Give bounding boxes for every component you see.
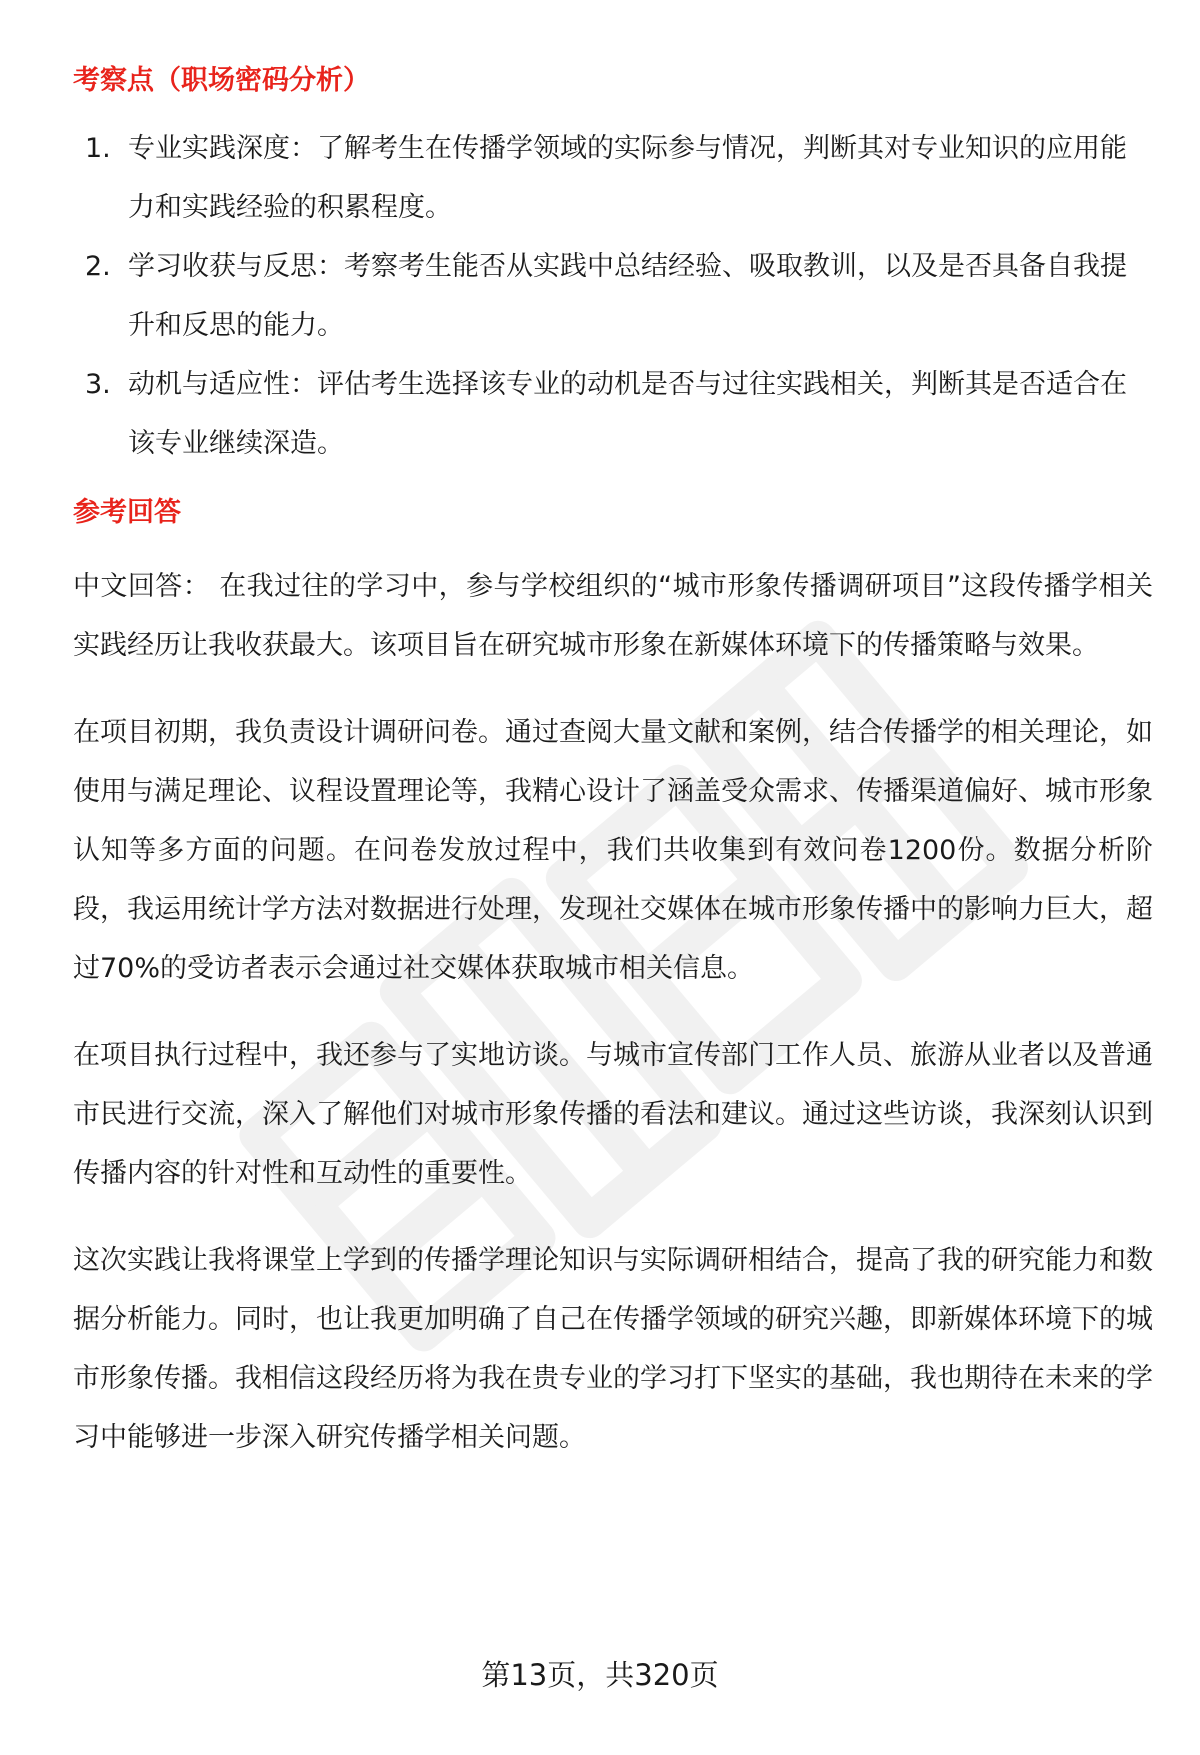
answer-paragraph: 中文回答： 在我过往的学习中，参与学校组织的“城市形象传播调研项目”这段传播学相关实践经历让我收获最大。该项目旨在研究城市形象在新媒体环境下的传播策略与效果。 [73,571,1153,661]
list-number: 2. [85,251,111,282]
list-item-text: 动机与适应性：评估考生选择该专业的动机是否与过往实践相关，判断其是否适合在该专业继续深造。 [128,369,1127,459]
exam-points-list [73,119,1153,473]
list-item [73,355,1153,473]
answer-paragraph: 在项目初期，我负责设计调研问卷。通过查阅大量文献和案例，结合传播学的相关理论，如使用与满足理论、议程设置理论等，我精心设计了涵盖受众需求、传播渠道偏好、城市形象认知等多方面的问题。在问卷发放过程中，我们共收集到有效问卷1200份。数据分析阶段，我运用统计学方法对数据进行处理，发现社交媒体在城市形象传播中的影响力巨大，超过70%的受访者表示会通过社交媒体获取城市相关信息。 [73,717,1153,984]
answer-paragraph: 在项目执行过程中，我还参与了实地访谈。与城市宣传部门工作人员、旅游从业者以及普通市民进行交流，深入了解他们对城市形象传播的看法和建议。通过这些访谈，我深刻认识到传播内容的针对性和互动性的重要性。 [73,1040,1153,1189]
reference-answer-body [73,557,1153,1467]
list-item-text: 专业实践深度：了解考生在传播学领域的实际参与情况，判断其对专业知识的应用能力和实践经验的积累程度。 [128,133,1127,223]
page-number-footer: 第13页，共320页 [481,1658,719,1692]
list-number: 3. [85,369,111,400]
section-title-exam-points: 考察点（职场密码分析） [73,65,370,96]
section-title-reference-answer: 参考回答 [73,497,181,528]
list-number: 1. [85,133,111,164]
main-content [73,55,1153,1467]
list-item [73,119,1153,237]
answer-paragraph: 这次实践让我将课堂上学到的传播学理论知识与实际调研相结合，提高了我的研究能力和数据分析能力。同时，也让我更加明确了自己在传播学领域的研究兴趣，即新媒体环境下的城市形象传播。我相信这段经历将为我在贵专业的学习打下坚实的基础，我也期待在未来的学习中能够进一步深入研究传播学相关问题。 [73,1245,1153,1453]
list-item [73,237,1153,355]
list-item-text: 学习收获与反思：考察考生能否从实践中总结经验、吸取教训，以及是否具备自我提升和反思的能力。 [128,251,1127,341]
